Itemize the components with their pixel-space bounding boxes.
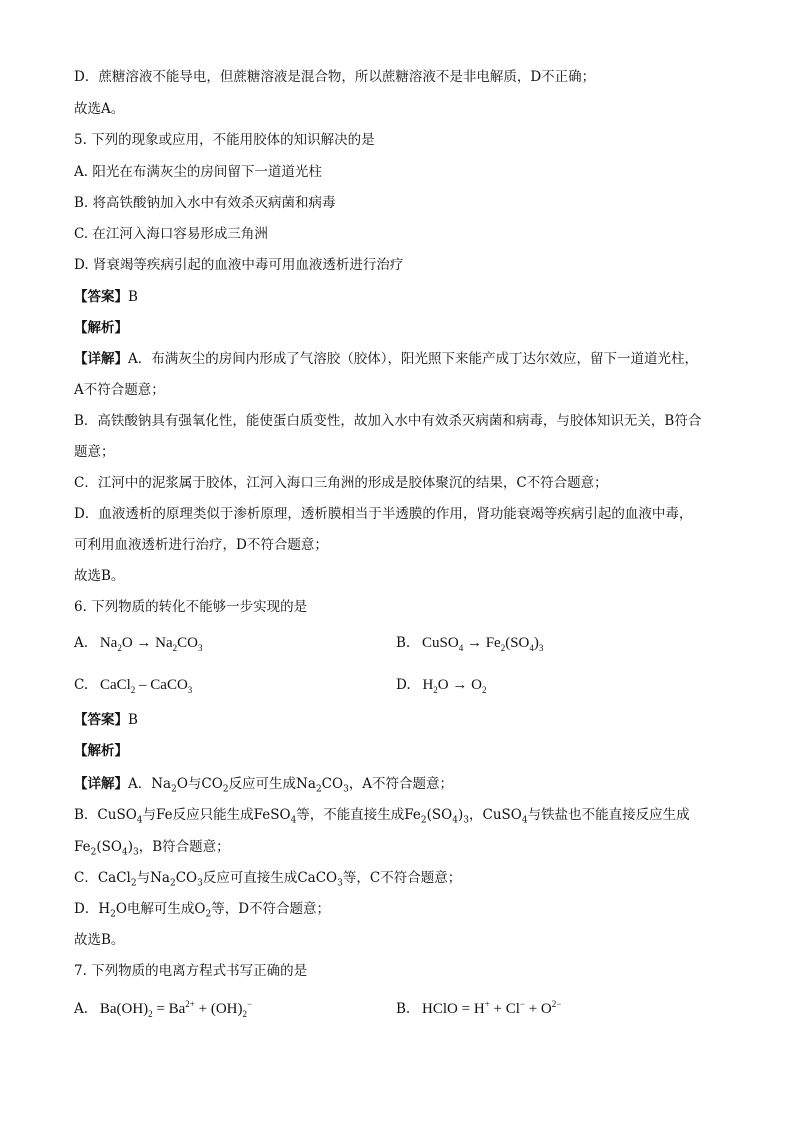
option-5d: D. 肾衰竭等疾病引起的血液中毒可用血液透析进行治疗 [74, 257, 404, 273]
detail-5a: 【详解】A．布满灰尘的房间内形成了气溶胶（胶体），阳光照下来能产成丁达尔效应，留下一道道光柱， [74, 351, 698, 367]
formula: $Ba(OH)_2 = Ba^{2+} + (OH)_2^-$ [92, 999, 253, 1019]
formula: HClO = $H^+ + Cl^- + O^{2-}$ [414, 999, 562, 1017]
question-6: 6. 下列物质的转化不能够一步实现的是 [74, 599, 308, 615]
formula: $Na_2O \to Na_2CO_3$ [92, 635, 203, 653]
text-line: 故选A。 [74, 101, 125, 117]
detail-5c: C．江河中的泥浆属于胶体，江河入海口三角洲的形成是胶体聚沉的结果，C不符合题意； [74, 475, 608, 491]
text-line: 题意； [74, 444, 115, 460]
question-5: 5. 下列的现象或应用，不能用胶体的知识解决的是 [74, 132, 375, 148]
detail-6a: 【详解】A．$Na_2O$与$CO_2$反应可生成$Na_2CO_3$，A不符合题意； [74, 776, 454, 795]
analysis-5-tag: 【解析】 [74, 320, 128, 336]
option-6a: A. $Na_2O \to Na_2CO_3$ [74, 635, 203, 653]
question-7: 7. 下列物质的电离方程式书写正确的是 [74, 963, 308, 979]
formula: $H_2O \to O_2$ [414, 677, 487, 695]
conclusion-5: 故选B。 [74, 568, 125, 584]
option-6b: B. CuSO$_4$ → $Fe_2(SO_4)_3$ [396, 635, 544, 653]
formula: CuSO$_4$ → $Fe_2(SO_4)_3$ [414, 635, 544, 653]
answer-6 [74, 711, 138, 729]
detail-6b-cont: $Fe_2(SO_4)_3$，B符合题意； [74, 839, 230, 858]
option-5a: A. 阳光在布满灰尘的房间留下一道道光柱 [74, 164, 322, 180]
answer-value: B [128, 289, 138, 305]
answer-value: B [128, 712, 138, 728]
answer-tag: 【答案】 [74, 289, 128, 305]
detail-6b: B．CuSO$_4$与Fe反应只能生成FeSO$_4$等，不能直接生成$Fe_2(SO_4)_3$，CuSO$_4$与铁盐也不能直接反应生成 [74, 807, 690, 826]
detail-6c: C．CaCl$_2$与$Na_2CO_3$反应可直接生成CaCO$_3$等，C不符合题意； [74, 870, 462, 889]
option-6c: C. CaCl$_2$ – CaCO$_3$ [74, 677, 193, 695]
answer-tag: 【答案】 [74, 712, 128, 728]
formula: CaCl$_2$ – CaCO$_3$ [92, 677, 193, 695]
option-5b: B. 将高铁酸钠加入水中有效杀灭病菌和病毒 [74, 195, 336, 211]
detail-6d: D．$H_2O$电解可生成$O_2$等，D不符合题意； [74, 901, 331, 920]
answer-5 [74, 288, 138, 306]
conclusion-6: 故选B。 [74, 932, 125, 948]
text-line: A不符合题意； [74, 382, 165, 398]
text-line: 可利用血液透析进行治疗，D不符合题意； [74, 537, 328, 553]
option-7b: B. HClO = $H^+ + Cl^- + O^{2-}$ [396, 999, 562, 1017]
text-line: D．蔗糖溶液不能导电，但蔗糖溶液是混合物，所以蔗糖溶液不是非电解质，D不正确； [74, 69, 596, 85]
analysis-6-tag: 【解析】 [74, 743, 128, 759]
option-7a: A. $Ba(OH)_2 = Ba^{2+} + (OH)_2^-$ [74, 999, 253, 1019]
option-6d: D. $H_2O \to O_2$ [396, 677, 487, 695]
detail-5d: D．血液透析的原理类似于渗析原理，透析膜相当于半透膜的作用，肾功能衰竭等疾病引起的血液中毒， [74, 506, 693, 522]
detail-5b: B．高铁酸钠具有强氧化性，能使蛋白质变性，故加入水中有效杀灭病菌和病毒，与胶体知识无关，B符合 [74, 413, 702, 429]
option-5c: C. 在江河入海口容易形成三角洲 [74, 226, 268, 242]
